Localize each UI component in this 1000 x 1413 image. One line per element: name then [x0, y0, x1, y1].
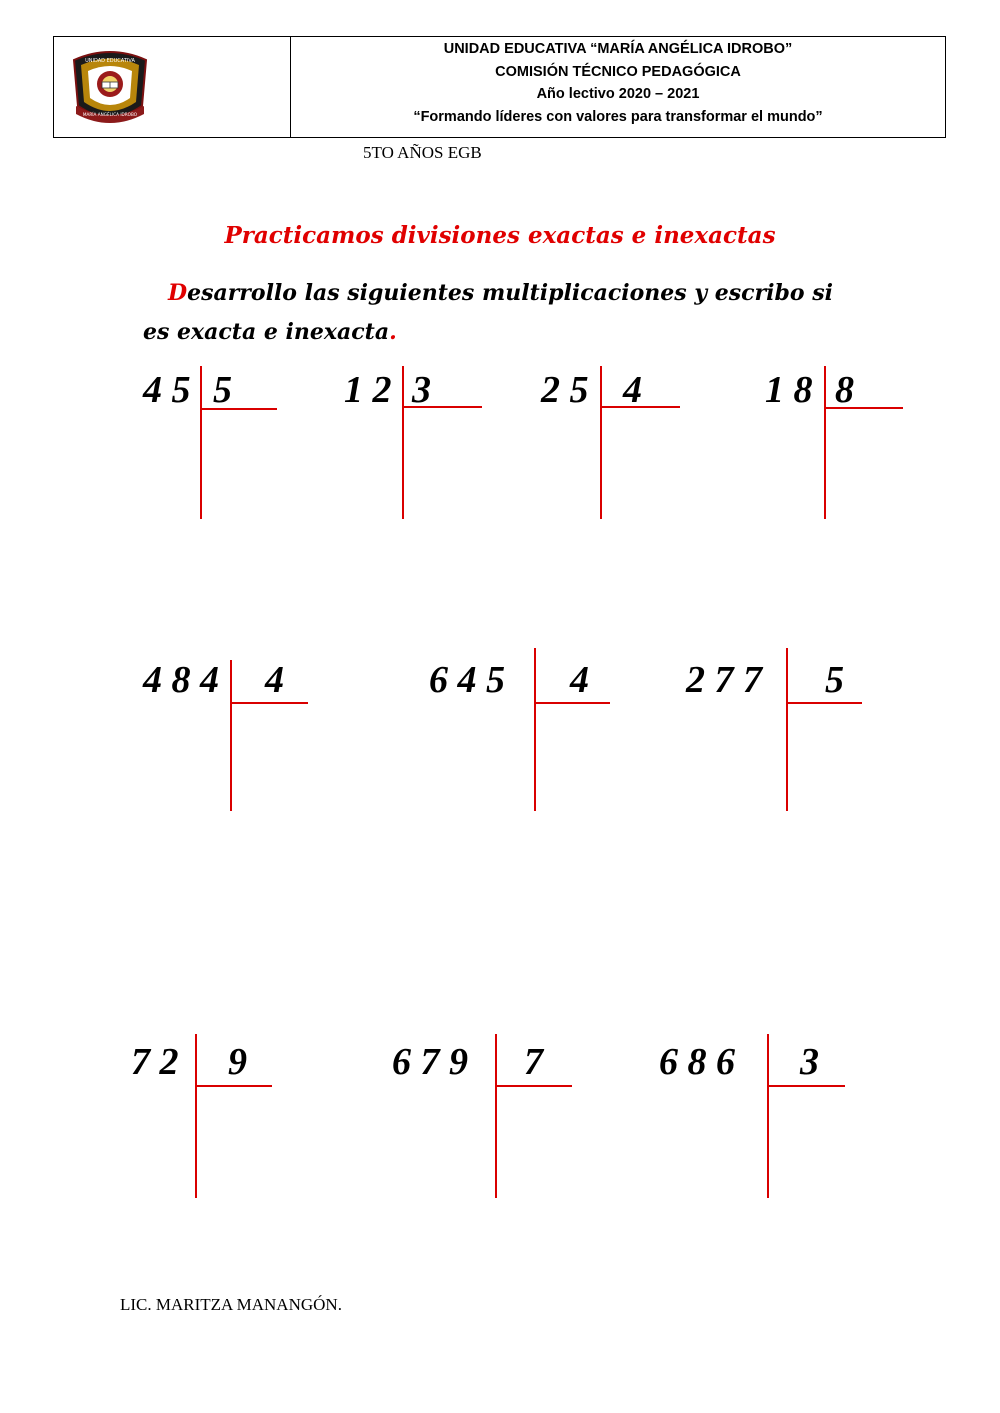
divisor: 5 — [825, 659, 844, 701]
divisor: 7 — [524, 1041, 543, 1083]
dividend: 1 8 — [765, 369, 813, 411]
division-horizontal-line — [534, 702, 610, 704]
instruction-period: . — [389, 319, 397, 345]
division-vertical-line — [824, 366, 826, 519]
school-header — [53, 36, 946, 138]
logo-cell — [54, 37, 291, 137]
division-vertical-line — [534, 648, 536, 811]
dividend: 7 2 — [131, 1041, 179, 1083]
division-vertical-line — [200, 366, 202, 519]
division-vertical-line — [495, 1034, 497, 1198]
dividend: 4 8 4 — [143, 659, 219, 701]
division-horizontal-line — [767, 1085, 845, 1087]
division-vertical-line — [786, 648, 788, 811]
division-horizontal-line — [195, 1085, 272, 1087]
instruction-body: esarrollo las siguientes multiplicaciones y escribo si es exacta e inexacta — [143, 280, 833, 345]
dividend: 6 4 5 — [429, 659, 505, 701]
divisor: 5 — [213, 369, 232, 411]
school-motto: “Formando líderes con valores para transformar el mundo” — [413, 108, 823, 125]
divisor: 4 — [623, 369, 642, 411]
school-year: Año lectivo 2020 – 2021 — [536, 86, 700, 102]
dividend: 6 7 9 — [392, 1041, 468, 1083]
school-name: UNIDAD EDUCATIVA “MARÍA ANGÉLICA IDROBO” — [443, 41, 793, 57]
commission-name: COMISIÓN TÉCNICO PEDAGÓGICA — [495, 63, 741, 80]
instruction-initial: D — [168, 280, 188, 306]
division-vertical-line — [402, 366, 404, 519]
school-info — [291, 37, 945, 137]
division-horizontal-line — [786, 702, 862, 704]
teacher-signature: LIC. MARITZA MANANGÓN. — [120, 1295, 342, 1314]
division-vertical-line — [195, 1034, 197, 1198]
grade-label: 5TO AÑOS EGB — [363, 143, 482, 162]
division-vertical-line — [230, 660, 232, 811]
dividend: 4 5 — [143, 369, 191, 411]
instruction-text — [143, 274, 863, 352]
divisor: 9 — [228, 1041, 247, 1083]
division-horizontal-line — [200, 408, 277, 410]
dividend: 2 5 — [541, 369, 589, 411]
division-vertical-line — [600, 366, 602, 519]
divisor: 3 — [800, 1041, 819, 1083]
logo-text-bottom: MARÍA ANGÉLICA IDROBO — [82, 112, 138, 117]
divisor: 4 — [570, 659, 589, 701]
dividend: 6 8 6 — [659, 1041, 735, 1083]
dividend: 2 7 7 — [686, 659, 762, 701]
division-horizontal-line — [230, 702, 308, 704]
divisor: 4 — [265, 659, 284, 701]
dividend: 1 2 — [344, 369, 392, 411]
division-vertical-line — [767, 1034, 769, 1198]
worksheet-title: Practicamos divisiones exactas e inexactas — [224, 222, 776, 249]
divisor: 3 — [412, 369, 431, 411]
school-crest-icon — [68, 46, 152, 130]
division-horizontal-line — [495, 1085, 572, 1087]
divisor: 8 — [835, 369, 854, 411]
logo-text-top: UNIDAD EDUCATIVA — [85, 58, 135, 64]
